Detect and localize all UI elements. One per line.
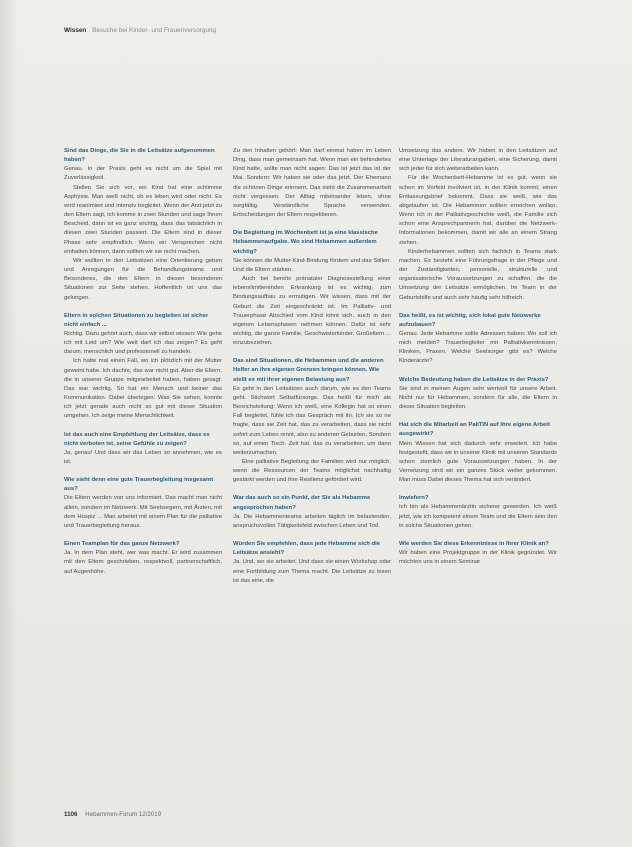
section-topic: Besuche bei Kinder- und Frauenversorgung — [92, 27, 217, 34]
answer-paragraph: Wir haben eine Projektgruppe in der Klinik gegründet. Wir möchten uns in einem Seminar — [399, 550, 557, 566]
section-label: Wissen — [64, 27, 87, 34]
answer-paragraph: Auch bei bereits pränataler Diagnosestellung einer lebenslimitierenden Erkrankung ist es wichtig, zum Bindungsaufbau zu ermutigen. Wir wissen, dass mit der Geburt die Zeit eingeschränkt ist. Im Palliativ- und Trauerphase Abschied vom Kind lohnt sich, auch in den eigenen Lebensphasen nehmen können. Dafür ist sehr wichtig, die ganze Familie, Geschwisterkinder, Großeltern ... einzubeziehen. — [233, 276, 391, 347]
answer-paragraph: Genau. Jede Hebamme sollte Adressen haben: Wo soll ich mich melden? Trauerbegleiter mit Palliativkenntnissen, Kliniken, Praxen. Welche Seelsorger gibt es? Welche Kinderärzte? — [399, 330, 557, 365]
magazine-name: Hebammen-Forum 12/2019 — [85, 811, 162, 818]
answer-paragraph: Ja, genau! Und dass wir das Leben so annehmen, wie es ist. — [64, 449, 222, 465]
answer-paragraph: Umsetzung das andere. Wir haben in den Leitsätzen auf eine Unterlage der Literaturangaben, eine Sicherung, damit sich jeder für sich weiterarbeiten kann. — [399, 148, 557, 173]
text-column-2 — [233, 147, 391, 595]
page-number: 1106 — [64, 811, 78, 818]
answer-paragraph: Zu den Inhalten gehört: Man darf einmal haben im Leben Ding, dass man gemeinsam hat. Wenn man ein behindertes Kind hatte, sollte man nicht sagen: Das ist jetzt das ist der Mai. Sondern: Wir haben sie oder das jetzt. Der Ehemann die schönen Dinge erinnern. Das sieht die Zusammenarbeit nicht vergessen. Der Alltag miteinander leben, ohne sorgfältig. Verständliche Sprache verwenden. Entscheidungen der Eltern respektieren. — [233, 148, 391, 219]
answer-paragraph: Es geht in den Leitsätzen auch darum, wie es den Teams geht. Stichwort Selbstfürsorge. Das heißt für mich als Bereichsleitung: Wenn ich weiß, eine Kollegin hat so einen Fall begleitet, fühle ich das Gespräch mit ihr. Ich sie so ne fragte, dass sie Zeit hat, das zu verarbeiten, dass sie nicht sofort zum Leben rennt, also zu anderen Geburten, Sondern so, auf einen Tisch. Zeit hat, das zu verarbeiten, um dann weiterzumachen. — [233, 385, 391, 456]
answer-paragraph: Kinderhebammen sollten sich fachlich in Teams stark machen. Es besteht eine Führungsfrage in der Pflege und der Zuständigkeiten, personelle, strukturelle und organisatorische Voraussetzungen zu schaffen, die die Umsetzung der Leitsätze ermöglichen. Im Team in der Geburtshilfe und auch sehr häufig sehr hilfreich. — [399, 248, 557, 301]
interview-answer — [233, 385, 391, 486]
interview-answer — [399, 503, 557, 530]
interview-answer — [399, 440, 557, 486]
interview-question: Eltern in solchen Situationen zu begleiten ist sicher nicht einfach ... — [64, 312, 209, 328]
interview-answer — [399, 147, 557, 303]
interview-question: Das heißt, es ist wichtig, sich lokal gute Netzwerke aufzubauen? — [399, 312, 541, 328]
answer-paragraph: Ich bin als Hebammenärztin sicherer geworden. Ich weiß jetzt, wie ich kompetent einem Team und die Eltern sein den in solche Situationen gehen. — [399, 504, 557, 529]
interview-question: Die Begleitung im Wochenbett ist ja eine klassische Hebammenaufgabe. Wo sind Hebammen außerdem wichtig? — [233, 230, 378, 255]
interview-question: Hat sich die Mitarbeit an PaliTiN auf ihre eigene Arbeit ausgewirkt? — [399, 422, 550, 438]
interview-answer — [64, 330, 222, 422]
interview-question: Wie werden Sie diese Erkenntnisse in Ihrer Klinik an? — [399, 540, 549, 547]
interview-question: Würden Sie empfehlen, dass jede Hebamme sich die Leitsätze ansieht? — [233, 541, 380, 557]
interview-answer — [233, 147, 391, 220]
interview-question: Wie sieht denn eine gute Trauerbegleitung insgesamt aus? — [64, 477, 214, 493]
answer-paragraph: Sie können die Mutter-Kind-Bindung fördern und das Stillen. Und die Eltern stärken. — [233, 257, 391, 273]
text-column-1 — [64, 147, 222, 586]
interview-question: Welche Bedeutung haben die Leitsätze in der Praxis? — [399, 376, 549, 383]
answer-paragraph: Stellen Sie sich vor, ein Kind hat eine schlimme Asphyxie. Man weiß nicht, ob es leben wird oder nicht. Es wird reanimiert und intensiv begleitet. Wenn der Arzt jetzt zu den Eltern sagt, ich komme in zwei Stunden und sage Ihnen Bescheid, dann ist es ganz wichtig, dass das tatsächlich in diesen zwei Stunden passiert. Die Eltern sind in dieser Phase sehr empfindlich. Wenn wir Versprechen nicht einhalten können, dann sollten wir sie nicht machen. — [64, 184, 222, 255]
interview-answer — [64, 449, 222, 467]
answer-paragraph: Ja. Die Hebammenteams arbeiten täglich im belastenden, anspruchsvollen Tätigkeitsfeld zwischen Leben und Tod. — [233, 513, 391, 529]
answer-paragraph: Die Eltern werden von uns informiert. Das macht man nicht allein, sondern im Netzwerk. Mit Seelsorgern, mit Ärzten, mit dem Hospiz ... Man arbeitet mit einem Plan für die palliative und Trauerbegleitung heraus. — [64, 495, 222, 529]
interview-answer — [233, 257, 391, 349]
interview-question: Inwiefern? — [399, 495, 429, 502]
interview-answer — [399, 385, 557, 412]
answer-paragraph: Für die Wochenbett-Hebamme ist es gut, wenn sie schon im Vorfeld involviert ist, in der Klinik kommt, einen Entlassungsbrief bekommt. Dass sie weiß, wie das abgelaufen ist. Die Hebammen sollten erreichen wollen. Wenn ich in der Palliativgeschichte weiß, die Familie sich schon eine Ansprechpartnerin hat, darüber die Netzwerk-Informationen bekommen, damit wir alle an einem Strang ziehen. — [399, 175, 557, 246]
answer-paragraph: Ja. Und, wo sie arbeitet. Und dass sie einen Workshop oder eine Fortbildung zum Thema macht. Die Leitsätze zu lesen ist das eine, die — [233, 559, 391, 584]
answer-paragraph: Ja. In dem Plan steht, wer was macht. Er wird zusammen mit den Eltern geschrieben, respektvoll, partnerschaftlich, auf Augenhöhe. — [64, 550, 222, 575]
page-footer — [64, 811, 161, 818]
interview-answer — [233, 558, 391, 585]
interview-answer — [64, 165, 222, 302]
answer-paragraph: Ich hatte mal einen Fall, wo ich plötzlich mit der Mutter geweint habe. Ich dachte, das war nicht gut. Aber die Eltern, die in unserer Gruppe mitgearbeitet haben, haben gesagt: Das war wichtig. So hat ein Mensch und keiner das Kommunikation. Dabei überlegen: Was Sie sehen, konnte ich jetzt gerade auch nicht so gut mit dieser Situation umgehen. Ich zeige meine Menschlichkeit. — [64, 358, 222, 420]
answer-paragraph: Mein Wissen hat sich dadurch sehr erweitert. Ich habe festgestellt, dass wir in unserer Klinik mit unseren Standards schon ziemlich gute Voraussetzungen haben. In der Vernetzung sind wir ein ganzes Stück weiter gekommen. Man muss Dabei dieses Thema hat sich verändert. — [399, 440, 557, 484]
answer-paragraph: Richtig. Dazu gehört auch, dass wir selbst wissen: Wie gehe ich mit Leid um? Wie weit darf ich das zeigen? Es geht darum, menschlich und professionell zu handeln. — [64, 330, 222, 356]
interview-question: Ist das auch eine Empfehlung der Leitsätze, dass es nicht verboten ist, seine Gefühle zu zeigen? — [64, 431, 210, 447]
interview-question: Das sind Situationen, die Hebammen und die anderen Helfer an ihre eigenen Grenzen bringen können. Wie stellt es mit ihrer eigenen Belastung aus? — [233, 358, 384, 383]
answer-paragraph: Wir wollten in den Leitsätzen eine Orientierung geben und Anregungen für die Behandlungsteams und Besonderes, die den Eltern in diesen besonderen Situationen zur Seite stehen. Hoffentlich ist uns das gelungen. — [64, 257, 222, 301]
interview-question: War das auch so ein Punkt, der Sie als Hebamme angesprochen haben? — [233, 495, 371, 511]
interview-answer — [233, 513, 391, 531]
interview-answer — [64, 549, 222, 576]
answer-paragraph: Sie sind in meinen Augen sehr wertvoll für unsere Arbeit. Nicht nur für Hebammen, sondern für alle, die Eltern in dieser Situation begleiten. — [399, 385, 557, 411]
running-header — [64, 27, 216, 35]
interview-answer — [64, 494, 222, 531]
interview-question: Sind das Dinge, die Sie in die Leitsätze aufgenommen haben? — [64, 148, 215, 164]
text-column-3 — [399, 147, 557, 576]
interview-question: Einen Teamplan für das ganze Netzwerk? — [64, 541, 180, 548]
interview-answer — [399, 330, 557, 367]
answer-paragraph: Eine palliative Begleitung der Familien wird nur möglich, wenn die Ressourcen der Teams möglichst nachhaltig gestärkt werden und ihre Resilienz gefördert wird. — [233, 459, 391, 484]
interview-answer — [399, 549, 557, 567]
page-edge-shadow — [0, 0, 18, 847]
answer-paragraph: Genau. In der Praxis geht es nicht um die Spiel mit Zuverlässigkeit. — [64, 166, 222, 182]
